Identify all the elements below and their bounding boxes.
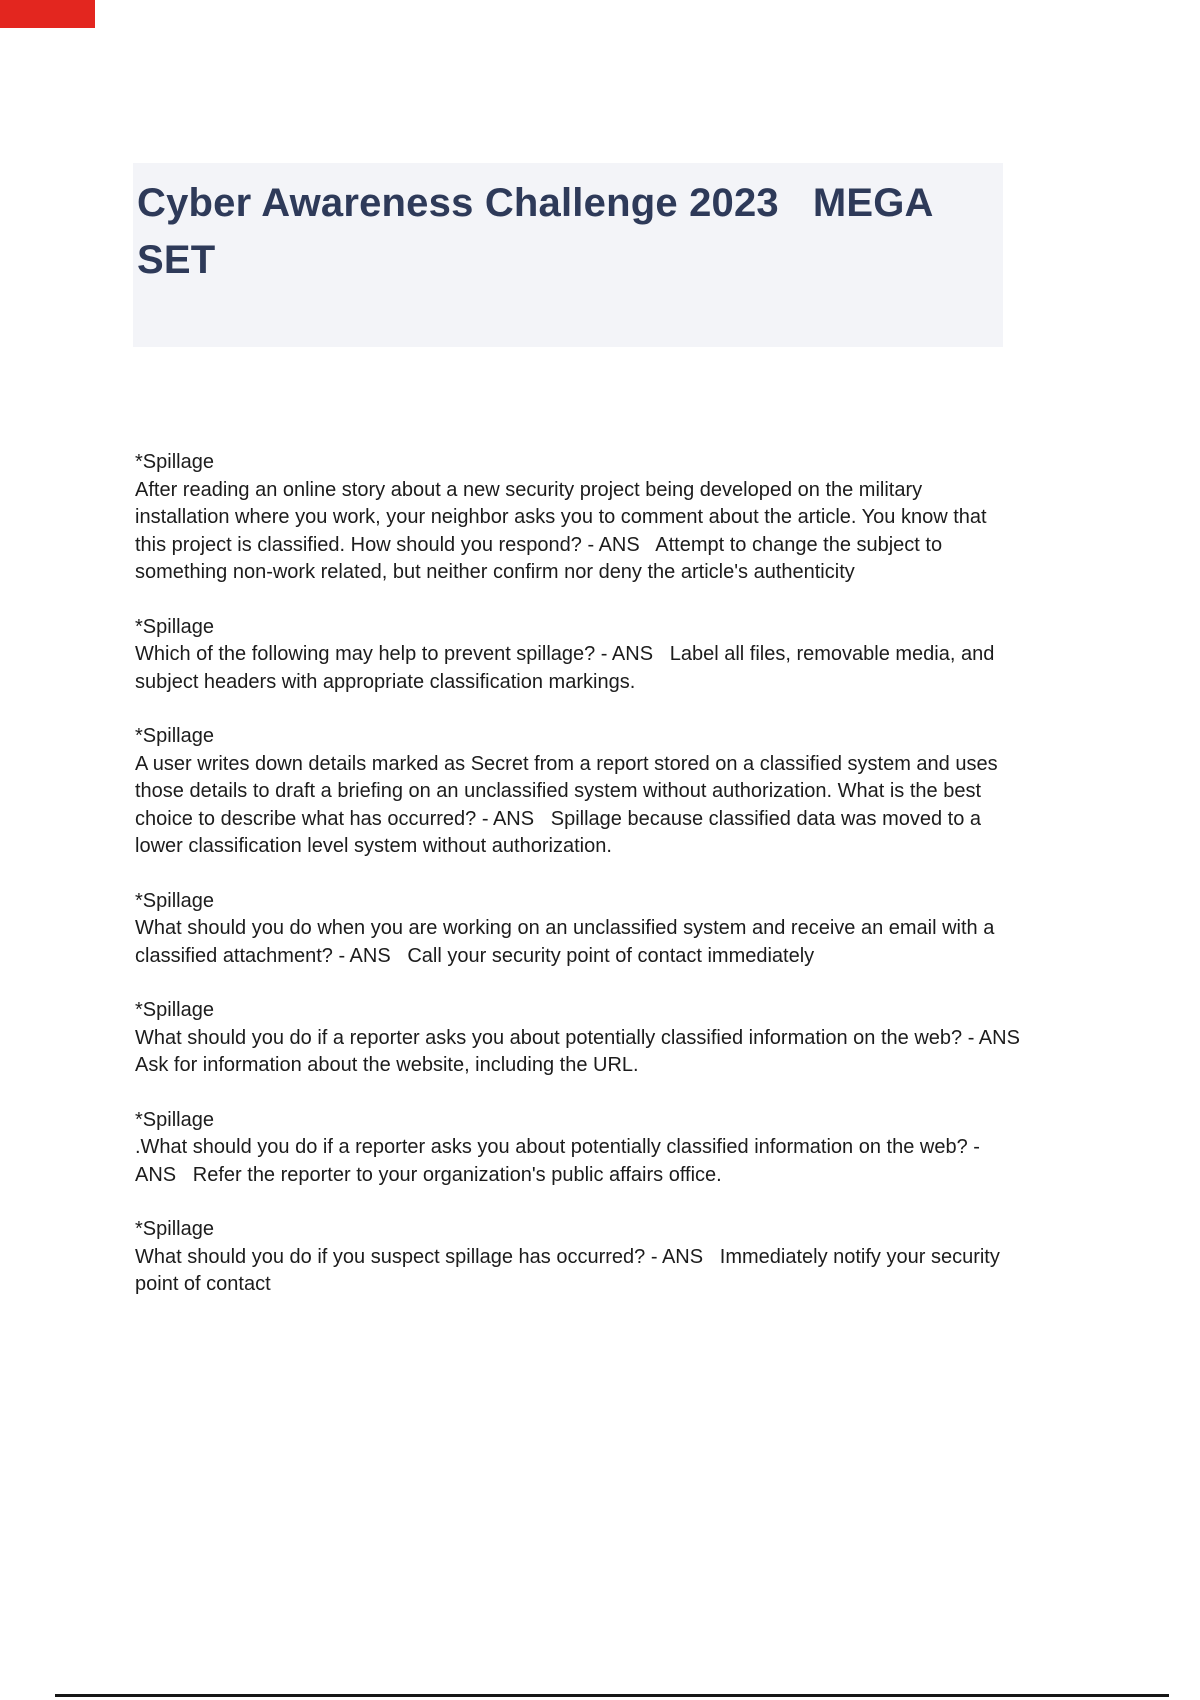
question-answer-text: What should you do if a reporter asks you about potentially classified information on the web? - ANS Ask for information about the website, including the URL. bbox=[135, 1026, 1036, 1076]
question-answer-text: .What should you do if a reporter asks you about potentially classified information on the web? - ANS Refer the reporter to your organization's public affairs office. bbox=[135, 1136, 985, 1186]
question-category: *Spillage bbox=[135, 451, 214, 473]
question-answer-text: What should you do if you suspect spillage has occurred? - ANS Immediately notify your security point of contact bbox=[135, 1245, 1006, 1295]
document-title: Cyber Awareness Challenge 2023 MEGA SET bbox=[137, 181, 944, 282]
qa-section bbox=[135, 997, 1036, 1080]
question-answer-text: What should you do when you are working on an unclassified system and receive an email with a classified attachment? - ANS Call your security point of contact immediately bbox=[135, 917, 1000, 967]
question-category: *Spillage bbox=[135, 1108, 214, 1131]
question-category: *Spillage bbox=[135, 1218, 214, 1240]
question-category: *Spillage bbox=[135, 725, 214, 747]
question-answer-text: Which of the following may help to prevent spillage? - ANS Label all files, removable media, and subject headers with appropriate classification markings. bbox=[135, 643, 1000, 693]
qa-section bbox=[135, 723, 1020, 861]
question-category: *Spillage bbox=[135, 615, 214, 638]
question-category: *Spillage bbox=[135, 889, 214, 912]
page-bottom-rule bbox=[55, 1694, 1169, 1697]
question-answer-text: A user writes down details marked as Secret from a report stored on a classified system and uses those details to draft a briefing on an unclassified system without authorization. What is the best choice to describe what has occurred? - ANS Spillage because classified data was moved to a lower classification level system without authorization. bbox=[135, 752, 1004, 857]
question-answer-text: After reading an online story about a new security project being developed on the military installation where you work, your neighbor asks you to comment about the article. You know that this project is classified. How should you respond? - ANS Attempt to change the subject to something non-work related, but neither confirm nor deny the article's authenticity bbox=[135, 478, 993, 583]
red-corner-marker bbox=[0, 0, 95, 28]
qa-section bbox=[135, 449, 1020, 587]
title-banner bbox=[133, 163, 1003, 347]
question-category: *Spillage bbox=[135, 999, 214, 1021]
qa-section bbox=[135, 614, 1020, 697]
qa-section bbox=[135, 888, 1020, 971]
qa-section bbox=[135, 1216, 1020, 1299]
document-body bbox=[135, 449, 1036, 1326]
qa-section bbox=[135, 1107, 1020, 1190]
